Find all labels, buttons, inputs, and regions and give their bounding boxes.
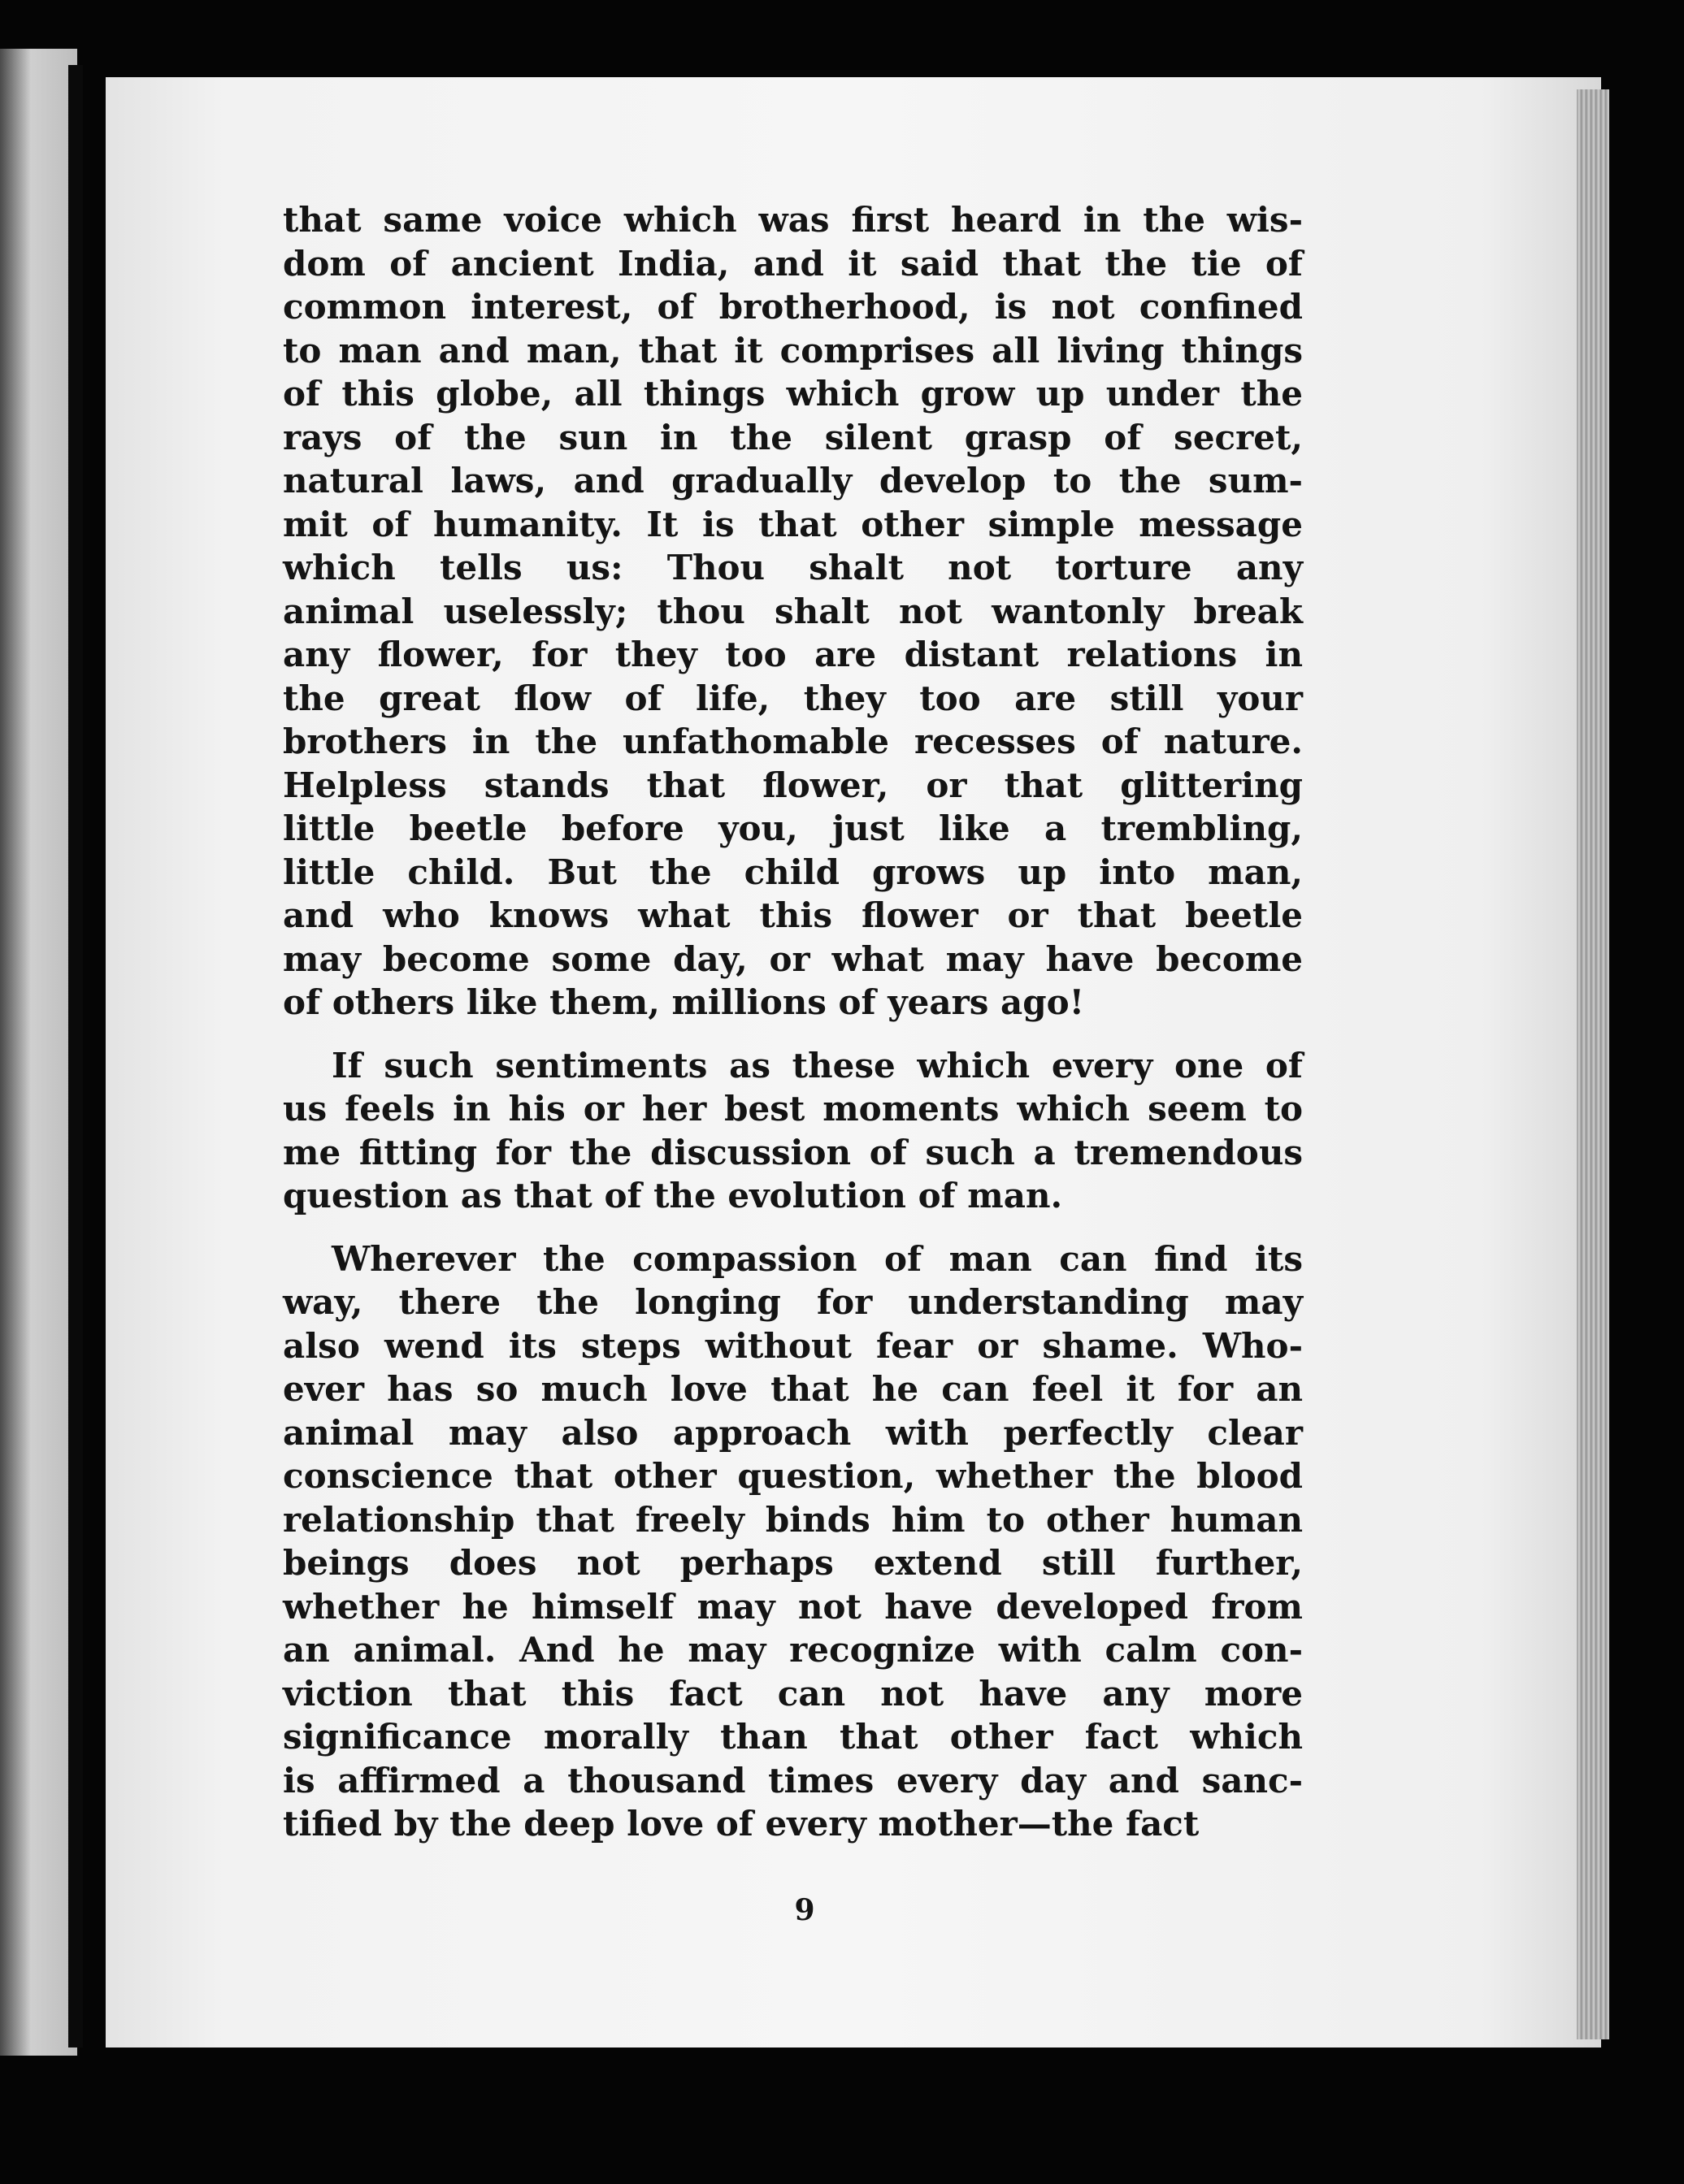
text-line: rays of the sun in the silent grasp of secret, (283, 417, 1303, 457)
text-line: also wend its steps without fear or shame. Who- (283, 1325, 1303, 1366)
text-line: an animal. And he may recognize with calm con- (283, 1630, 1303, 1670)
text-line: the great flow of life, they too are still your (283, 678, 1303, 718)
text-line: little beetle before you, just like a trembling, (283, 808, 1303, 848)
text-line: natural laws, and gradually develop to the sum- (283, 461, 1303, 500)
text-line: me fitting for the discussion of such a tremendous (283, 1132, 1303, 1172)
text-line: any flower, for they too are distant relations in (283, 635, 1303, 674)
text-line: animal may also approach with perfectly clear (283, 1412, 1303, 1453)
page-number: 9 (794, 1893, 815, 1927)
text-line: ever has so much love that he can feel it for an (283, 1369, 1303, 1409)
text-line: animal uselessly; thou shalt not wantonly break (283, 591, 1303, 631)
binding-shadow (68, 65, 83, 2048)
text-line: viction that this fact can not have any more (283, 1673, 1303, 1714)
page-stack-edge (1577, 89, 1609, 2039)
text-line: If such sentiments as these which every one of (332, 1045, 1303, 1086)
text-line: beings does not perhaps extend still further, (283, 1543, 1303, 1583)
text-line: conscience that other question, whether the blood (283, 1456, 1303, 1496)
text-line: tified by the deep love of every mother—the fact (283, 1804, 1200, 1844)
text-line: way, there the longing for understanding may (283, 1282, 1303, 1322)
paragraph-3 (283, 1237, 1303, 1846)
text-line: is affirmed a thousand times every day and sanc- (283, 1760, 1303, 1800)
text-line: which tells us: Thou shalt not torture any (283, 548, 1303, 587)
body-text (283, 198, 1303, 1846)
text-line: to man and man, that it comprises all living things (283, 330, 1303, 370)
text-line: relationship that freely binds him to other human (283, 1499, 1303, 1540)
text-line: little child. But the child grows up into man, (283, 852, 1303, 892)
text-line: Helpless stands that flower, or that glittering (283, 765, 1303, 805)
paragraph-2 (283, 1044, 1303, 1218)
text-line: whether he himself may not have developed from (283, 1586, 1303, 1627)
text-line: that same voice which was first heard in the wis- (283, 200, 1303, 240)
text-line: and who knows what this flower or that beetle (283, 895, 1303, 935)
previous-page-edge (0, 49, 77, 2056)
text-line: may become some day, or what may have become (283, 938, 1303, 979)
text-line: dom of ancient India, and it said that the tie of (283, 243, 1303, 284)
text-line: question as that of the evolution of man. (283, 1176, 1063, 1216)
text-line: common interest, of brotherhood, is not confined (283, 287, 1303, 327)
text-line: Wherever the compassion of man can find its (332, 1238, 1303, 1279)
text-line: of this globe, all things which grow up under the (283, 374, 1303, 414)
text-line: brothers in the unfathomable recesses of nature. (283, 722, 1303, 761)
text-line: significance morally than that other fact which (283, 1717, 1303, 1757)
paragraph-1 (283, 198, 1303, 1025)
text-line: mit of humanity. It is that other simple message (283, 504, 1303, 544)
text-line: us feels in his or her best moments which seem to (283, 1089, 1303, 1129)
text-line: of others like them, millions of years ago! (283, 982, 1085, 1022)
